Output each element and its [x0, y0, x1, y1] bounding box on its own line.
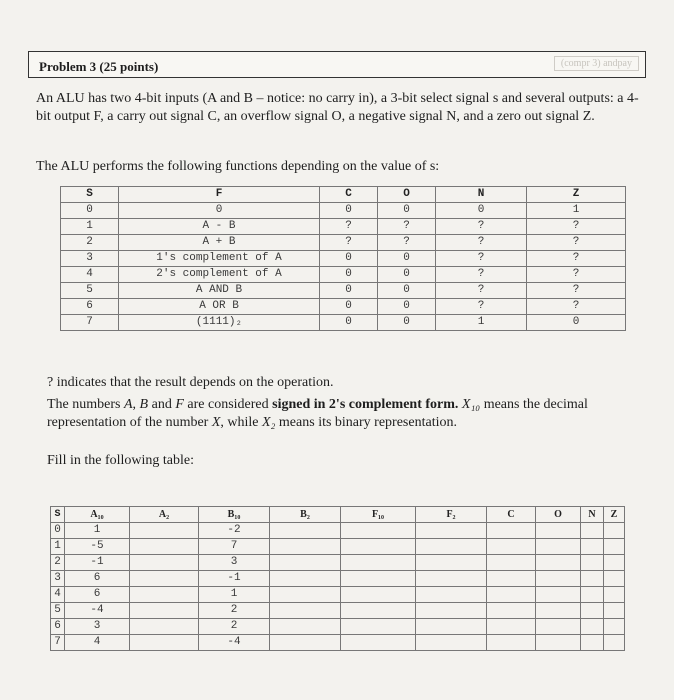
fill-blank-f2[interactable]	[416, 635, 487, 651]
signed-numbers-note	[47, 396, 647, 432]
fill-header-f10: F₁₀	[341, 507, 416, 523]
function-cell-f: A - B	[119, 219, 320, 235]
fill-header-z: Z	[604, 507, 625, 523]
fill-blank-f10[interactable]	[341, 571, 416, 587]
note-text: and	[148, 397, 176, 412]
function-cell-c: 0	[320, 283, 378, 299]
function-cell-o: ?	[378, 219, 436, 235]
fill-blank-n[interactable]	[581, 555, 604, 571]
header-z: Z	[527, 187, 626, 203]
function-cell-c: 0	[320, 267, 378, 283]
fill-blank-b2[interactable]	[270, 619, 341, 635]
note-text: , while	[220, 415, 262, 430]
fill-blank-n[interactable]	[581, 603, 604, 619]
fill-header-s: S	[51, 507, 65, 523]
fill-blank-b2[interactable]	[270, 587, 341, 603]
fill-header-a2: A₂	[130, 507, 199, 523]
fill-table-row	[51, 555, 625, 571]
alu-function-table	[60, 186, 626, 331]
fill-cell-a10: 6	[65, 587, 130, 603]
fill-blank-f10[interactable]	[341, 587, 416, 603]
function-cell-s: 0	[61, 203, 119, 219]
function-cell-o: 0	[378, 203, 436, 219]
fill-cell-a10: 4	[65, 635, 130, 651]
fill-blank-o[interactable]	[536, 635, 581, 651]
question-mark-note: ? indicates that the result depends on the operation.	[47, 375, 334, 390]
function-cell-o: ?	[378, 235, 436, 251]
fill-header-n: N	[581, 507, 604, 523]
function-cell-o: 0	[378, 299, 436, 315]
function-cell-z: ?	[527, 235, 626, 251]
problem-header-box	[28, 51, 646, 78]
fill-cell-b10: -2	[199, 523, 270, 539]
fill-blank-a2[interactable]	[130, 603, 199, 619]
note-x10: X₁₀	[461, 397, 481, 412]
fill-blank-f10[interactable]	[341, 523, 416, 539]
fill-cell-a10: -1	[65, 555, 130, 571]
function-cell-c: ?	[320, 219, 378, 235]
function-cell-n: ?	[436, 251, 527, 267]
fill-blank-o[interactable]	[536, 555, 581, 571]
fill-blank-n[interactable]	[581, 619, 604, 635]
function-cell-f: A AND B	[119, 283, 320, 299]
fill-blank-z[interactable]	[604, 635, 625, 651]
function-table-row	[61, 267, 626, 283]
fill-cell-a10: 6	[65, 571, 130, 587]
fill-blank-z[interactable]	[604, 603, 625, 619]
header-o: O	[378, 187, 436, 203]
note-var-x: X	[211, 415, 221, 430]
function-cell-s: 7	[61, 315, 119, 331]
function-cell-s: 6	[61, 299, 119, 315]
function-cell-o: 0	[378, 315, 436, 331]
fill-blank-f10[interactable]	[341, 603, 416, 619]
function-cell-z: 1	[527, 203, 626, 219]
fill-blank-o[interactable]	[536, 603, 581, 619]
fill-blank-b2[interactable]	[270, 555, 341, 571]
note-text: means the decimal representation of the number	[47, 397, 588, 430]
fill-cell-s: 5	[51, 603, 65, 619]
function-cell-n: ?	[436, 283, 527, 299]
fill-cell-b10: -4	[199, 635, 270, 651]
function-cell-z: ?	[527, 283, 626, 299]
fill-table-row	[51, 523, 625, 539]
function-cell-f: A + B	[119, 235, 320, 251]
function-table-header-row	[61, 187, 626, 203]
fill-blank-o[interactable]	[536, 539, 581, 555]
fill-blank-f2[interactable]	[416, 603, 487, 619]
fill-blank-a2[interactable]	[130, 571, 199, 587]
fill-cell-a10: 1	[65, 523, 130, 539]
fill-blank-n[interactable]	[581, 571, 604, 587]
fill-blank-c[interactable]	[487, 523, 536, 539]
fill-blank-f10[interactable]	[341, 619, 416, 635]
note-text: ,	[132, 397, 140, 412]
function-cell-o: 0	[378, 283, 436, 299]
fill-cell-s: 0	[51, 523, 65, 539]
function-cell-s: 3	[61, 251, 119, 267]
fill-cell-s: 2	[51, 555, 65, 571]
function-cell-f: 2's complement of A	[119, 267, 320, 283]
fill-header-c: C	[487, 507, 536, 523]
function-cell-n: ?	[436, 219, 527, 235]
fill-blank-f10[interactable]	[341, 539, 416, 555]
fill-instruction: Fill in the following table:	[47, 453, 194, 468]
function-cell-s: 4	[61, 267, 119, 283]
function-cell-n: ?	[436, 267, 527, 283]
function-cell-n: ?	[436, 235, 527, 251]
function-cell-o: 0	[378, 267, 436, 283]
function-cell-f: 1's complement of A	[119, 251, 320, 267]
fill-cell-b10: 3	[199, 555, 270, 571]
function-cell-o: 0	[378, 251, 436, 267]
fill-header-a10: A₁₀	[65, 507, 130, 523]
fill-in-table	[50, 506, 625, 651]
fill-cell-s: 6	[51, 619, 65, 635]
fill-cell-a10: -4	[65, 603, 130, 619]
function-cell-z: ?	[527, 219, 626, 235]
fill-blank-a2[interactable]	[130, 635, 199, 651]
fill-blank-f2[interactable]	[416, 523, 487, 539]
function-cell-c: 0	[320, 299, 378, 315]
fill-blank-b2[interactable]	[270, 539, 341, 555]
fill-blank-z[interactable]	[604, 587, 625, 603]
fill-blank-f2[interactable]	[416, 539, 487, 555]
fill-blank-z[interactable]	[604, 555, 625, 571]
intro-function-sentence: The ALU performs the following functions depending on the value of s:	[36, 159, 440, 174]
function-cell-z: ?	[527, 251, 626, 267]
function-cell-n: 1	[436, 315, 527, 331]
fill-cell-s: 4	[51, 587, 65, 603]
function-table-row	[61, 235, 626, 251]
fill-table-row	[51, 619, 625, 635]
fill-header-f2: F₂	[416, 507, 487, 523]
fill-blank-z[interactable]	[604, 523, 625, 539]
fill-table-row	[51, 571, 625, 587]
fill-blank-b2[interactable]	[270, 603, 341, 619]
fill-blank-z[interactable]	[604, 619, 625, 635]
function-cell-z: 0	[527, 315, 626, 331]
fill-blank-b2[interactable]	[270, 571, 341, 587]
function-table-row	[61, 283, 626, 299]
fill-blank-o[interactable]	[536, 523, 581, 539]
note-x2: X₂	[262, 415, 276, 430]
fill-blank-c[interactable]	[487, 555, 536, 571]
fill-blank-n[interactable]	[581, 635, 604, 651]
fill-blank-f10[interactable]	[341, 635, 416, 651]
function-cell-s: 1	[61, 219, 119, 235]
fill-blank-a2[interactable]	[130, 555, 199, 571]
function-cell-z: ?	[527, 299, 626, 315]
function-table-row	[61, 315, 626, 331]
function-cell-s: 5	[61, 283, 119, 299]
function-cell-f: 0	[119, 203, 320, 219]
function-cell-f: A OR B	[119, 299, 320, 315]
fill-blank-o[interactable]	[536, 587, 581, 603]
function-table-row	[61, 219, 626, 235]
fill-table-row	[51, 603, 625, 619]
note-var-b: B	[139, 397, 149, 412]
function-cell-n: ?	[436, 299, 527, 315]
fill-cell-s: 7	[51, 635, 65, 651]
header-c: C	[320, 187, 378, 203]
header-s: S	[61, 187, 119, 203]
fill-blank-c[interactable]	[487, 571, 536, 587]
fill-table-row	[51, 587, 625, 603]
fill-blank-z[interactable]	[604, 571, 625, 587]
function-cell-f: (1111)₂	[119, 315, 320, 331]
fill-cell-b10: 2	[199, 603, 270, 619]
fill-blank-n[interactable]	[581, 523, 604, 539]
fill-cell-b10: 7	[199, 539, 270, 555]
fill-blank-c[interactable]	[487, 635, 536, 651]
header-n: N	[436, 187, 527, 203]
fill-cell-s: 1	[51, 539, 65, 555]
fill-header-b2: B₂	[270, 507, 341, 523]
fill-blank-f10[interactable]	[341, 555, 416, 571]
function-cell-c: 0	[320, 315, 378, 331]
fill-table-row	[51, 635, 625, 651]
fill-cell-s: 3	[51, 571, 65, 587]
note-bold: signed in 2's complement form.	[272, 397, 459, 412]
fill-blank-f2[interactable]	[416, 571, 487, 587]
problem-title: Problem 3 (25 points)	[39, 59, 159, 74]
note-var-a: A	[123, 397, 133, 412]
fill-blank-c[interactable]	[487, 539, 536, 555]
fill-blank-n[interactable]	[581, 539, 604, 555]
note-text: are considered	[183, 397, 273, 412]
function-cell-c: 0	[320, 203, 378, 219]
note-text: The numbers	[47, 397, 124, 412]
note-text: means its binary representation.	[275, 415, 457, 430]
fill-blank-f2[interactable]	[416, 587, 487, 603]
function-cell-s: 2	[61, 235, 119, 251]
function-cell-c: ?	[320, 235, 378, 251]
fill-cell-a10: -5	[65, 539, 130, 555]
note-var-f: F	[175, 397, 184, 412]
fill-blank-a2[interactable]	[130, 619, 199, 635]
function-cell-c: 0	[320, 251, 378, 267]
fill-blank-a2[interactable]	[130, 523, 199, 539]
function-cell-z: ?	[527, 267, 626, 283]
fill-blank-a2[interactable]	[130, 587, 199, 603]
fill-header-o: O	[536, 507, 581, 523]
fill-cell-a10: 3	[65, 619, 130, 635]
fill-blank-b2[interactable]	[270, 635, 341, 651]
fill-blank-n[interactable]	[581, 587, 604, 603]
fill-header-b10: B₁₀	[199, 507, 270, 523]
fill-blank-c[interactable]	[487, 619, 536, 635]
fill-blank-a2[interactable]	[130, 539, 199, 555]
fill-blank-c[interactable]	[487, 587, 536, 603]
fill-blank-o[interactable]	[536, 571, 581, 587]
fill-blank-f2[interactable]	[416, 619, 487, 635]
function-table-row	[61, 251, 626, 267]
function-cell-n: 0	[436, 203, 527, 219]
fill-table-row	[51, 539, 625, 555]
fill-cell-b10: 1	[199, 587, 270, 603]
fill-cell-b10: -1	[199, 571, 270, 587]
fill-blank-z[interactable]	[604, 539, 625, 555]
fill-blank-o[interactable]	[536, 619, 581, 635]
faded-stamp: (compr 3) andpay	[554, 56, 639, 71]
function-table-row	[61, 299, 626, 315]
fill-table-header-row	[51, 507, 625, 523]
fill-blank-b2[interactable]	[270, 523, 341, 539]
header-f: F	[119, 187, 320, 203]
fill-cell-b10: 2	[199, 619, 270, 635]
intro-paragraph: An ALU has two 4-bit inputs (A and B – notice: no carry in), a 3-bit select signal s and several outputs: a 4-bit output F, a carry out signal C, an overflow signal O, a negative signal N, and a zero out signal Z.	[36, 91, 639, 124]
fill-blank-f2[interactable]	[416, 555, 487, 571]
fill-blank-c[interactable]	[487, 603, 536, 619]
function-table-row	[61, 203, 626, 219]
